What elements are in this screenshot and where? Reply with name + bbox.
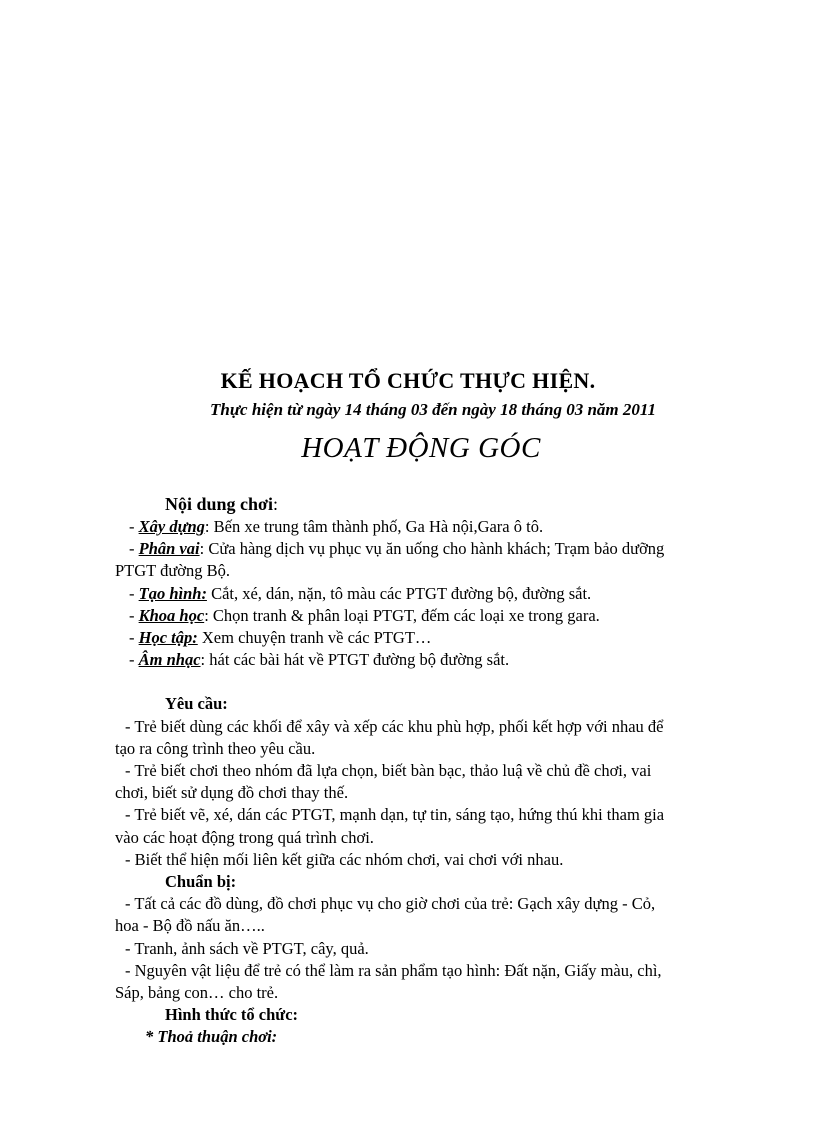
- organization-heading: Hình thức tổ chức:: [165, 1005, 299, 1025]
- requirement-line: chơi, biết sử dụng đồ chơi thay thế.: [115, 783, 349, 803]
- requirement-line: - Trẻ biết chơi theo nhóm đã lựa chọn, biết bàn bạc, thảo luậ về chủ đề chơi, vai: [125, 761, 652, 781]
- item-text: Chọn tranh & phân loại PTGT, đếm các loại xe trong gara.: [208, 605, 600, 625]
- content-item: [115, 605, 775, 627]
- item-separator: :: [199, 539, 205, 559]
- item-label: Khoa học: [138, 605, 205, 625]
- item-dash: -: [129, 583, 139, 603]
- preparation-line: Sáp, bảng con… cho trẻ.: [115, 983, 279, 1003]
- item-text: Xem chuyện tranh về các PTGT…: [197, 628, 432, 648]
- item-label: Xây dựng: [138, 517, 205, 536]
- agreement-heading: * Thoả thuận chơi:: [145, 1027, 278, 1047]
- content-item: [115, 649, 775, 671]
- item-dash: -: [129, 628, 139, 648]
- item-text: Cắt, xé, dán, nặn, tô màu các PTGT đường bộ, đường sắt.: [206, 583, 592, 603]
- item-separator: :: [200, 650, 206, 670]
- item-separator: :: [204, 517, 210, 536]
- requirement-line: - Trẻ biết dùng các khối để xây và xếp các khu phù hợp, phối kết hợp với nhau để: [125, 716, 664, 736]
- item-dash: -: [129, 650, 139, 670]
- preparation-line: - Tất cả các đồ dùng, đồ chơi phục vụ cho giờ chơi của trẻ: Gạch xây dựng - Cỏ,: [125, 894, 656, 914]
- preparation-heading: Chuẩn bị:: [165, 872, 237, 892]
- item-dash: -: [129, 539, 139, 559]
- item-dash: -: [129, 517, 139, 536]
- item-separator: :: [204, 605, 209, 625]
- requirement-line: - Trẻ biết vẽ, xé, dán các PTGT, mạnh dạn, tự tin, sáng tạo, hứng thú khi tham gia: [125, 805, 665, 825]
- requirement-line: - Biết thể hiện mối liên kết giữa các nhóm chơi, vai chơi với nhau.: [125, 849, 564, 869]
- spacer: [115, 671, 775, 693]
- content-item-continuation: PTGT đường Bộ.: [115, 561, 231, 581]
- content-heading-text: Nội dung chơi: [165, 494, 273, 514]
- date-range-subtitle: Thực hiện từ ngày 14 tháng 03 đến ngày 18 tháng 03 năm 2011: [210, 400, 656, 419]
- activity-heading: HOẠT ĐỘNG GÓC: [301, 432, 541, 464]
- requirement-line: tạo ra công trình theo yêu cầu.: [115, 738, 316, 758]
- requirement-line: vào các hoạt động trong quá trình chơi.: [115, 827, 374, 847]
- item-label: Phân vai: [138, 539, 200, 559]
- item-dash: -: [129, 605, 139, 625]
- content-item: [115, 538, 775, 560]
- item-text: Cửa hàng dịch vụ phục vụ ăn uống cho hành khách; Trạm bảo dưỡng: [204, 539, 665, 559]
- content-heading-colon: :: [273, 494, 279, 514]
- preparation-line: - Nguyên vật liệu để trẻ có thể làm ra sản phẩm tạo hình: Đất nặn, Giấy màu, chì,: [125, 960, 662, 980]
- document-body: [115, 492, 775, 1049]
- item-text: hát các bài hát về PTGT đường bộ đường sắt.: [205, 650, 510, 670]
- document-title: KẾ HOẠCH TỔ CHỨC THỰC HIỆN.: [220, 368, 596, 393]
- item-label: Học tập:: [138, 628, 198, 648]
- content-item: [115, 627, 775, 649]
- requirements-heading: Yêu cầu:: [165, 694, 228, 714]
- preparation-line: - Tranh, ảnh sách về PTGT, cây, quả.: [125, 938, 369, 958]
- item-label: Âm nhạc: [138, 650, 201, 670]
- content-item: [115, 583, 775, 605]
- content-item: [115, 516, 775, 538]
- content-heading: [115, 492, 775, 516]
- item-text: Bến xe trung tâm thành phố, Ga Hà nội,Gara ô tô.: [209, 517, 544, 536]
- item-label: Tạo hình:: [138, 583, 207, 603]
- preparation-line: hoa - Bộ đồ nấu ăn…..: [115, 916, 265, 936]
